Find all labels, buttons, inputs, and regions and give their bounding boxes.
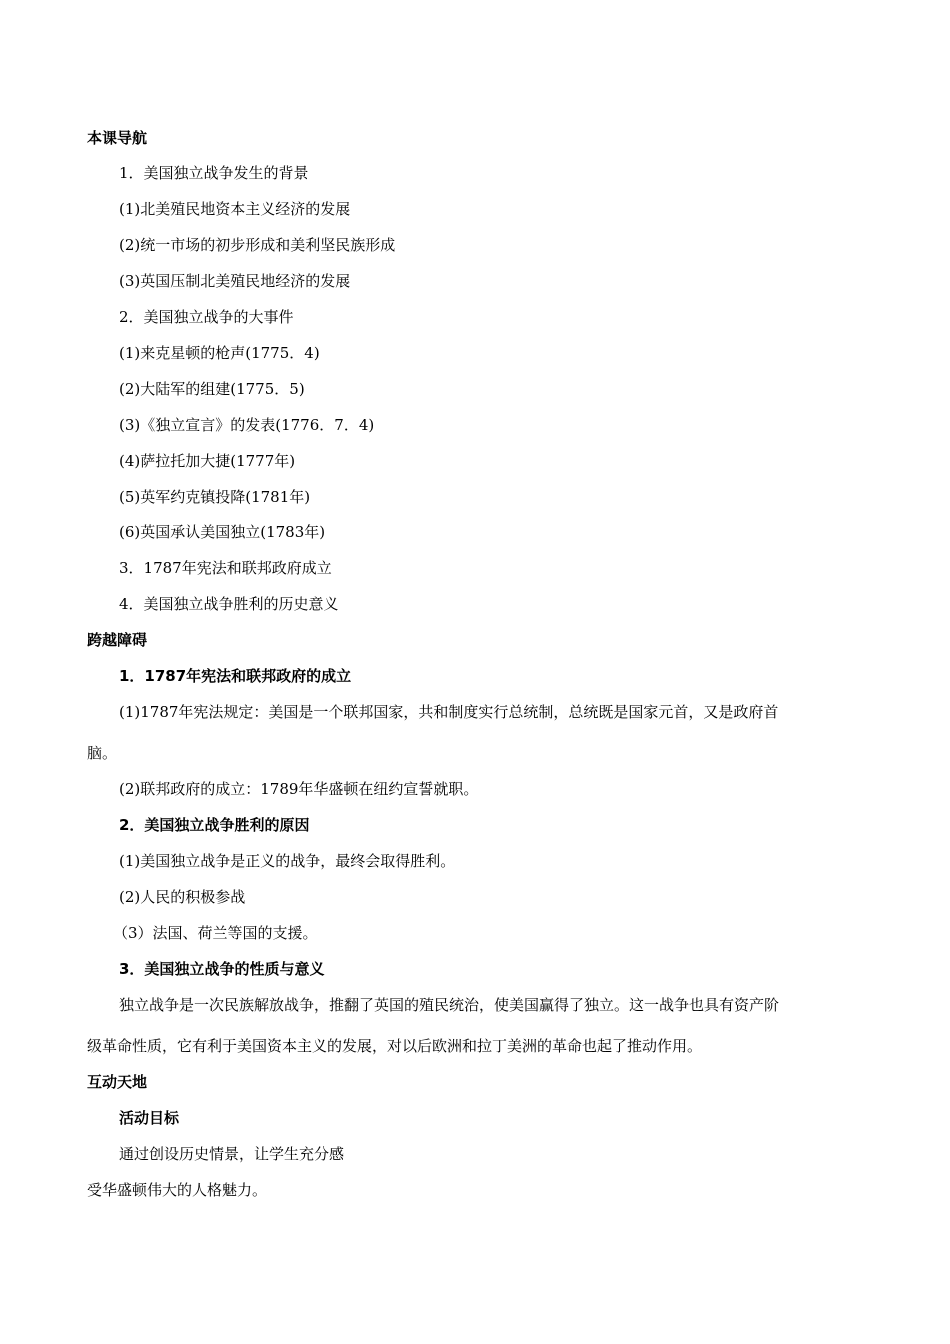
- interact-goal-line2: 受华盛顿伟大的人格魅力。: [87, 1181, 268, 1199]
- barrier-paragraph-2: (2)联邦政府的成立：1789年华盛顿在纽约宣誓就职。: [119, 780, 479, 798]
- barrier-subheading-1: 1．1787年宪法和联邦政府的成立: [119, 667, 352, 685]
- nav-item-2-3: (3)《独立宣言》的发表(1776．7．4): [119, 416, 375, 434]
- nav-item-2-4: (4)萨拉托加大捷(1777年): [119, 452, 296, 470]
- nav-item-2: 2．美国独立战争的大事件: [119, 308, 294, 326]
- barrier-paragraph-3-line1: 独立战争是一次民族解放战争，推翻了英国的殖民统治，使美国赢得了独立。这一战争也具有资产阶: [119, 996, 780, 1014]
- barrier-subheading-3: 3．美国独立战争的性质与意义: [119, 960, 325, 978]
- barrier-subheading-2: 2．美国独立战争胜利的原因: [119, 816, 310, 834]
- nav-item-3: 3．1787年宪法和联邦政府成立: [119, 559, 332, 577]
- section-heading-nav: 本课导航: [87, 129, 148, 147]
- nav-item-1-3: (3)英国压制北美殖民地经济的发展: [119, 272, 351, 290]
- barrier-paragraph-1-line2: 脑。: [87, 744, 118, 762]
- barrier-reason-1: (1)美国独立战争是正义的战争，最终会取得胜利。: [119, 852, 456, 870]
- barrier-reason-2: (2)人民的积极参战: [119, 888, 246, 906]
- nav-item-4: 4．美国独立战争胜利的历史意义: [119, 595, 339, 613]
- nav-item-1: 1．美国独立战争发生的背景: [119, 164, 309, 182]
- nav-item-2-2: (2)大陆军的组建(1775．5): [119, 380, 305, 398]
- interact-subheading-goal: 活动目标: [119, 1109, 180, 1127]
- barrier-paragraph-1-line1: (1)1787年宪法规定：美国是一个联邦国家，共和制度实行总统制，总统既是国家元首，又是政府首: [119, 703, 779, 721]
- section-heading-interact: 互动天地: [87, 1073, 148, 1091]
- interact-goal-line1: 通过创设历史情景，让学生充分感: [119, 1145, 345, 1163]
- nav-item-2-1: (1)来克星顿的枪声(1775．4): [119, 344, 320, 362]
- barrier-reason-3: （3）法国、荷兰等国的支援。: [113, 924, 318, 942]
- nav-item-1-2: (2)统一市场的初步形成和美利坚民族形成: [119, 236, 396, 254]
- barrier-paragraph-3-line2: 级革命性质，它有利于美国资本主义的发展，对以后欧洲和拉丁美洲的革命也起了推动作用。: [87, 1037, 703, 1055]
- nav-item-2-6: (6)英国承认美国独立(1783年): [119, 523, 326, 541]
- nav-item-1-1: (1)北美殖民地资本主义经济的发展: [119, 200, 351, 218]
- section-heading-barrier: 跨越障碍: [87, 631, 148, 649]
- nav-item-2-5: (5)英军约克镇投降(1781年): [119, 488, 311, 506]
